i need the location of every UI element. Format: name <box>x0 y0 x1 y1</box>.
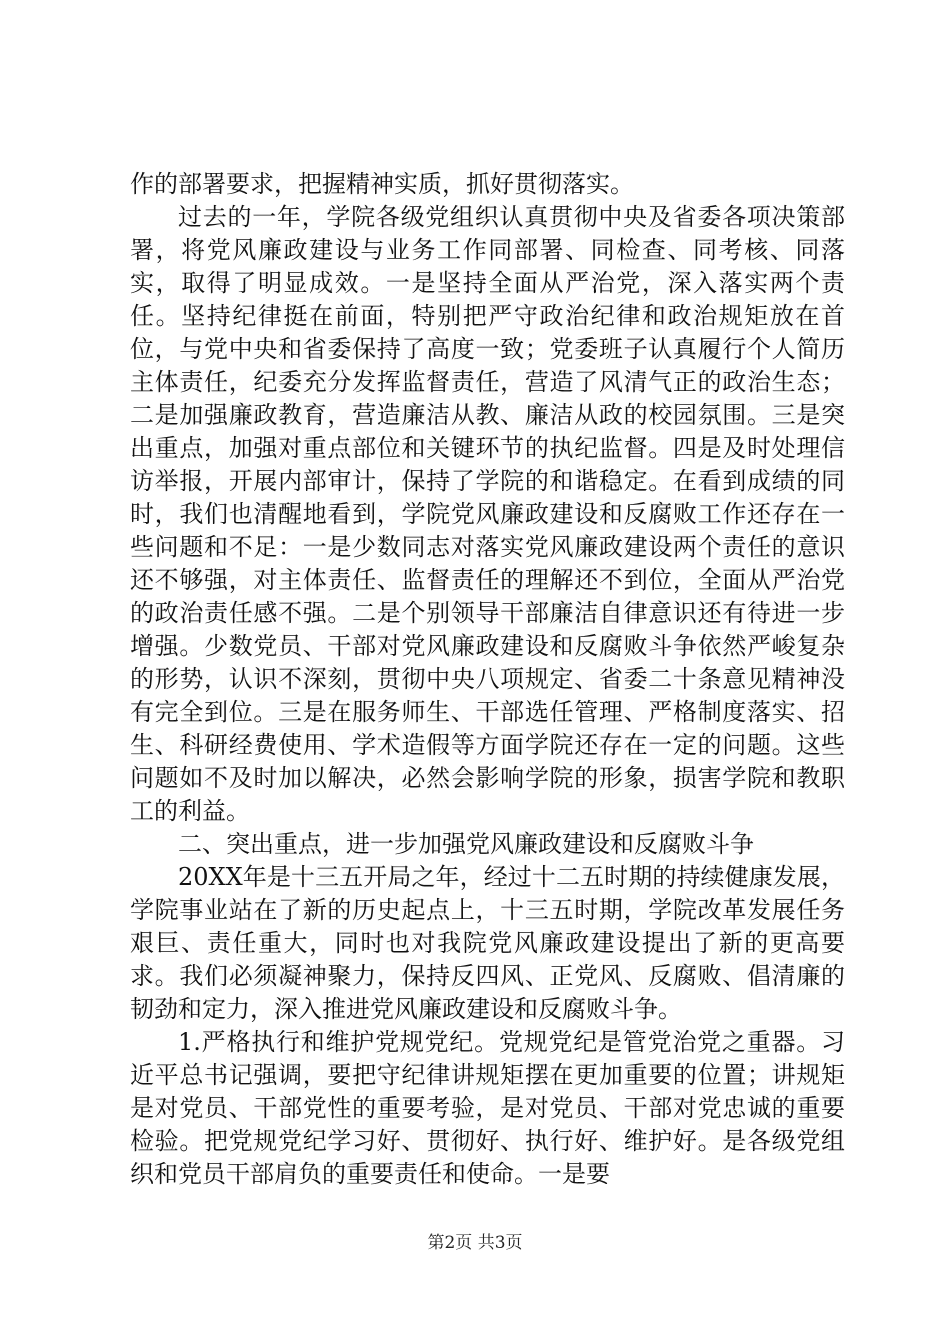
paragraph-review: 过去的一年，学院各级党组织认真贯彻中央及省委各项决策部署，将党风廉政建设与业务工作同部署、同检查、同考核、同落实，取得了明显成效。一是坚持全面从严治党，深入落实两个责任。坚持纪律挺在前面，特别把严守政治纪律和政治规矩放在首位，与党中央和省委保持了高度一致；党委班子认真履行个人简历主体责任，纪委充分发挥监督责任，营造了风清气正的政治生态；二是加强廉政教育，营造廉洁从教、廉洁从政的校园氛围。三是突出重点，加强对重点部位和关键环节的执纪监督。四是及时处理信访举报，开展内部审计，保持了学院的和谐稳定。在看到成绩的同时，我们也清醒地看到，学院党风廉政建设和反腐败工作还存在一些问题和不足：一是少数同志对落实党风廉政建设两个责任的意识还不够强，对主体责任、监督责任的理解还不到位，全面从严治党的政治责任感不强。二是个别领导干部廉洁自律意识还有待进一步增强。少数党员、干部对党风廉政建设和反腐败斗争依然严峻复杂的形势，认识不深刻，贯彻中央八项规定、省委二十条意见精神没有完全到位。三是在服务师生、干部选任管理、严格制度落实、招生、科研经费使用、学术造假等方面学院还存在一定的问题。这些问题如不及时加以解决，必然会影响学院的形象，损害学院和教职工的利益。 <box>130 203 845 825</box>
paragraph-outlook: 20XX年是十三五开局之年，经过十二五时期的持续健康发展，学院事业站在了新的历史起点上，十三五时期，学院改革发展任务艰巨、责任重大，同时也对我院党风廉政建设提出了新的更高要求。我们必须凝神聚力，保持反四风、正党风、反腐败、倡清廉的韧劲和定力，深入推进党风廉政建设和反腐败斗争。 <box>130 863 845 1023</box>
document-body <box>130 168 845 1191</box>
section-heading: 二、突出重点，进一步加强党风廉政建设和反腐败斗争 <box>178 830 754 858</box>
paragraph-continuation: 作的部署要求，把握精神实质，抓好贯彻落实。 <box>130 170 634 198</box>
paragraph-item-1: 1.严格执行和维护党规党纪。党规党纪是管党治党之重器。习近平总书记强调，要把守纪律讲规矩摆在更加重要的位置；讲规矩是对党员、干部党性的重要考验，是对党员、干部对党忠诚的重要检验。把党规党纪学习好、贯彻好、执行好、维护好。是各级党组织和党员干部肩负的重要责任和使命。一是要 <box>130 1028 845 1188</box>
page-number-footer: 第2页 共3页 <box>427 1233 523 1253</box>
